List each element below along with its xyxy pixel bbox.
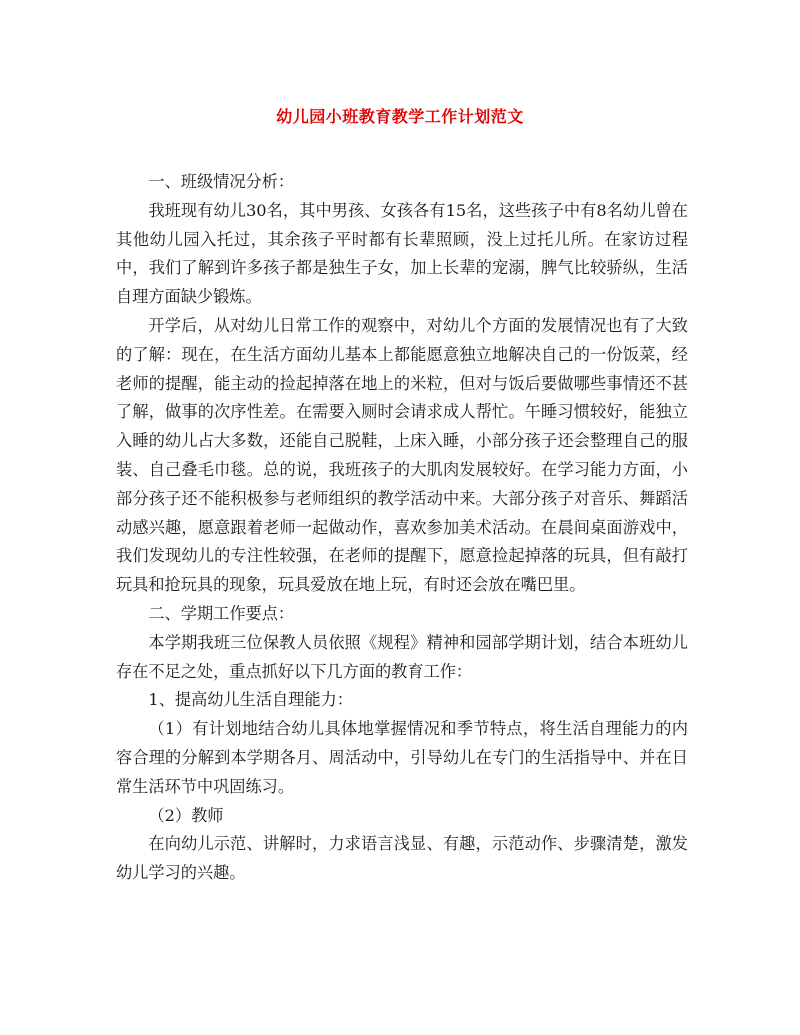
paragraph-observations: 开学后，从对幼儿日常工作的观察中，对幼儿个方面的发展情况也有了大致的了解：现在，在生活方面幼儿基本上都能愿意独立地解决自己的一份饭菜，经老师的提醒，能主动的捡起掉落在地上的米粒，但对与饭后要做哪些事情还不甚了解，做事的次序性差。在需要入厕时会请求成人帮忙。午睡习惯较好，能独立入睡的幼儿占大多数，还能自己脱鞋，上床入睡，小部分孩子还会整理自己的服装、自己叠毛巾毯。总的说，我班孩子的大肌肉发展较好。在学习能力方面，小部分孩子还不能积极参与老师组织的教学活动中来。大部分孩子对音乐、舞蹈活动感兴趣，愿意跟着老师一起做动作，喜欢参加美术活动。在晨间桌面游戏中，我们发现幼儿的专注性较强，在老师的提醒下，愿意捡起掉落的玩具，但有敲打玩具和抢玩具的现象，玩具爱放在地上玩，有时还会放在嘴巴里。 <box>116 315 688 595</box>
paragraph-class-overview: 我班现有幼儿30名，其中男孩、女孩各有15名，这些孩子中有8名幼儿曾在其他幼儿园入托过，其余孩子平时都有长辈照顾，没上过托儿所。在家访过程中，我们了解到许多孩子都是独生子女，加上长辈的宠溺，脾气比较骄纵，生活自理方面缺少锻炼。 <box>116 200 688 307</box>
section-heading-term-focus: 二、学期工作要点： <box>148 603 295 623</box>
paragraph-item-1: （1）有计划地结合幼儿具体地掌握情况和季节特点，将生活自理能力的内容合理的分解到本学期各月、周活动中，引导幼儿在专门的生活指导中、并在日常生活环节中巩固练习。 <box>116 719 688 796</box>
document-body <box>116 168 688 888</box>
paragraph-item-2-label: （2）教师 <box>148 805 224 825</box>
paragraph-term-plan: 本学期我班三位保教人员依照《规程》精神和园部学期计划，结合本班幼儿存在不足之处，重点抓好以下几方面的教育工作： <box>116 632 688 681</box>
paragraph-teacher-demo: 在向幼儿示范、讲解时，力求语言浅显、有趣，示范动作、步骤清楚，激发幼儿学习的兴趣。 <box>116 834 688 883</box>
document-title: 幼儿园小班教育教学工作计划范文 <box>276 107 524 126</box>
subheading-self-care: 1、提高幼儿生活自理能力： <box>148 690 353 710</box>
section-heading-class-analysis: 一、班级情况分析： <box>148 172 295 191</box>
